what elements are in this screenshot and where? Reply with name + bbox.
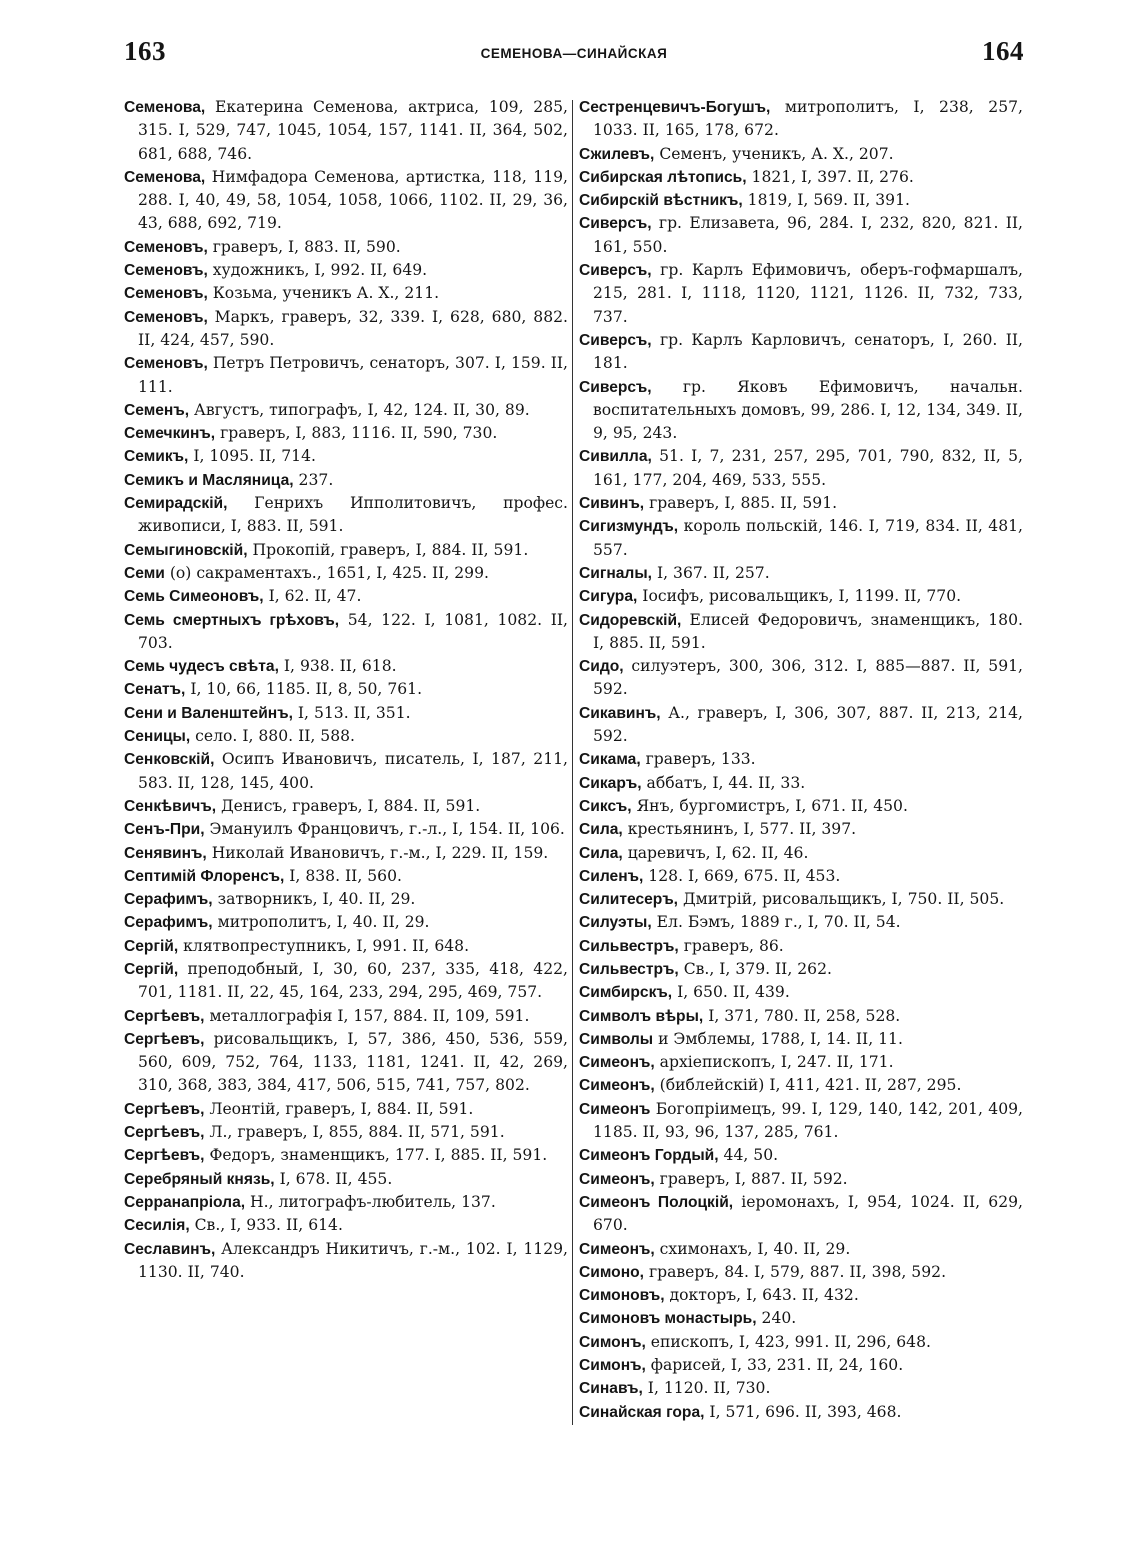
entry-references: 1821, I, 397. II, 276.	[746, 167, 914, 186]
entry-references: преподобный, I, 30, 60, 237, 335, 418, 422, 701, 1181. II, 22, 45, 164, 233, 294, 295, 469, 757.	[138, 959, 568, 1002]
entry-references: 1819, I, 569. II, 391.	[742, 191, 910, 210]
column-divider	[572, 100, 573, 1425]
index-entry	[579, 1168, 1023, 1191]
entry-references: Осипъ Ивановичъ, писатель, I, 187, 211, 583. II, 128, 145, 400.	[138, 750, 568, 792]
index-entry	[124, 1214, 568, 1237]
index-entry	[579, 1238, 1023, 1261]
entry-headword: Сивинъ,	[579, 495, 645, 513]
entry-headword: Сергій,	[124, 960, 179, 978]
entry-references: I, 678. II, 455.	[274, 1169, 393, 1188]
index-entry	[579, 1144, 1023, 1167]
index-entry	[124, 96, 568, 166]
entry-headword: Синайская гора,	[579, 1403, 705, 1421]
entry-references: гр. Карлъ Карловичъ, сенаторъ, I, 260. II, 181.	[593, 330, 1023, 373]
index-entry	[579, 888, 1023, 911]
entry-headword: Сиверсъ,	[579, 262, 652, 280]
index-entry	[124, 865, 568, 888]
entry-references: Эмануилъ Францовичъ, г.-л., I, 154. II, 106.	[204, 820, 565, 839]
index-entry	[579, 96, 1023, 143]
entry-references: затворникъ, I, 40. II, 29.	[212, 890, 416, 909]
index-entry	[579, 562, 1023, 585]
entry-references: Николай Ивановичъ, г.-м., I, 229. II, 159.	[206, 843, 549, 862]
entry-references: граверъ, I, 883. II, 590.	[207, 237, 401, 256]
entry-references: Іосифъ, рисовальщикъ, I, 1199. II, 770.	[637, 587, 962, 606]
index-entry	[579, 609, 1023, 656]
entry-references: Козьма, ученикъ А. Х., 211.	[207, 284, 440, 303]
entry-references: I, 650. II, 439.	[672, 983, 790, 1002]
index-entry	[579, 981, 1023, 1004]
entry-headword: Сеницы,	[124, 728, 191, 746]
entry-references: село. I, 880. II, 588.	[190, 727, 356, 746]
entry-references: Н., литографъ-любитель, 137.	[245, 1192, 496, 1211]
entry-references: (о) сакраментахъ., 1651, I, 425. II, 299.	[164, 563, 489, 582]
entry-references: Александръ Никитичъ, г.-м., 102. I, 1129, 1130. II, 740.	[138, 1239, 568, 1281]
entry-references: (библейскій) I, 411, 421. II, 287, 295.	[654, 1076, 962, 1095]
entry-headword: Симбирскъ,	[579, 984, 673, 1002]
entry-headword: Сергѣевъ,	[124, 1030, 205, 1048]
index-entry	[124, 562, 568, 585]
entry-headword: Симеонъ Гордый,	[579, 1147, 719, 1165]
entry-headword: Символы	[579, 1030, 654, 1048]
index-entry	[579, 1401, 1023, 1424]
entry-references: I, 571, 696. II, 393, 468.	[704, 1402, 902, 1421]
index-entry	[579, 1028, 1023, 1051]
entry-references: I, 1120. II, 730.	[642, 1379, 771, 1398]
index-entry	[579, 865, 1023, 888]
entry-references: Елисей Федоровичъ, знаменщикъ, 180. I, 885. II, 591.	[593, 610, 1023, 652]
index-entry	[124, 609, 568, 656]
entry-headword: Сидоревскій,	[579, 611, 682, 629]
entry-headword: Символъ вѣры,	[579, 1007, 704, 1025]
entry-references: царевичъ, I, 62. II, 46.	[622, 843, 809, 862]
entry-headword: Сергѣевъ,	[124, 1124, 205, 1142]
index-entry	[579, 1284, 1023, 1307]
entry-references: гр. Елизавета, 96, 284. I, 232, 820, 821. II, 161, 550.	[593, 214, 1023, 256]
entry-headword: Сибирская лѣтопись,	[579, 168, 747, 186]
index-entry	[579, 818, 1023, 841]
index-entry	[124, 1168, 568, 1191]
index-entry	[579, 1307, 1023, 1330]
entry-headword: Серафимъ,	[124, 891, 213, 909]
entry-headword: Семеновъ,	[124, 285, 208, 303]
entry-headword: Сергій,	[124, 937, 179, 955]
entry-headword: Семенова,	[124, 99, 206, 116]
entry-headword: Сигизмундъ,	[579, 518, 679, 536]
index-entry	[579, 655, 1023, 702]
right-column	[579, 96, 1023, 1424]
entry-headword: Семикъ,	[124, 448, 189, 466]
index-entry	[579, 492, 1023, 515]
entry-references: 240.	[756, 1309, 797, 1328]
entry-references: I, 371, 780. II, 258, 528.	[703, 1006, 901, 1025]
index-entry	[124, 1191, 568, 1214]
entry-references: крестьянинъ, I, 577. II, 397.	[622, 820, 857, 839]
index-entry	[579, 1191, 1023, 1238]
index-entry	[124, 842, 568, 865]
entry-references: художникъ, I, 992. II, 649.	[207, 261, 428, 280]
entry-references: граверъ, I, 885. II, 591.	[644, 494, 838, 513]
entry-headword: Семечкинъ,	[124, 425, 216, 443]
index-entry	[579, 166, 1023, 189]
entry-references: граверъ, 84. I, 579, 887. II, 398, 592.	[643, 1262, 947, 1281]
entry-references: граверъ, 133.	[640, 750, 756, 769]
entry-headword: Сергѣевъ,	[124, 1100, 205, 1118]
entry-headword: Сени и Валенштейнъ,	[124, 704, 293, 722]
index-entry	[579, 376, 1023, 446]
entry-references: Св., I, 379. II, 262.	[678, 959, 832, 978]
entry-references: Богопріимецъ, 99. I, 129, 140, 142, 201, 409, 1185. II, 93, 96, 137, 285, 761.	[593, 1099, 1023, 1142]
entry-headword: Семь Симеоновъ,	[124, 588, 264, 606]
index-entry	[579, 702, 1023, 749]
index-entry	[124, 445, 568, 468]
right-page-number: 164	[982, 36, 1024, 66]
entry-headword: Симеонъ Полоцкій,	[579, 1193, 734, 1211]
index-entry	[124, 911, 568, 934]
page-header	[124, 36, 1024, 76]
entry-headword: Сергѣевъ,	[124, 1007, 205, 1025]
entry-references: король польскій, 146. I, 719, 834. II, 481, 557.	[593, 517, 1023, 559]
entry-references: Генрихъ Ипполитовичъ, профес. живописи, I, 883. II, 591.	[138, 494, 568, 536]
entry-headword: Семеновъ,	[124, 238, 208, 256]
index-entry	[579, 958, 1023, 981]
entry-headword: Симоновъ монастырь,	[579, 1310, 757, 1328]
entry-references: гр. Карлъ Ефимовичъ, оберъ-гофмаршалъ, 215, 281. I, 1118, 1120, 1121, 1126. II, 732, 733, 737.	[593, 261, 1023, 326]
index-entry	[579, 585, 1023, 608]
entry-references: граверъ, I, 887. II, 592.	[654, 1169, 848, 1188]
entry-headword: Семирадскій,	[124, 495, 228, 513]
index-entry	[124, 1098, 568, 1121]
entry-references: граверъ, 86.	[678, 936, 784, 955]
index-entry	[124, 1144, 568, 1167]
entry-references: 128. I, 669, 675. II, 453.	[643, 866, 841, 885]
entry-headword: Серебряный князь,	[124, 1170, 275, 1188]
entry-headword: Серафимъ,	[124, 914, 213, 932]
entry-references: 237.	[293, 470, 334, 489]
index-entry	[124, 795, 568, 818]
index-entry	[124, 958, 568, 1005]
entry-references: Св., I, 933. II, 614.	[189, 1216, 343, 1235]
entry-headword: Сикавинъ,	[579, 704, 661, 722]
entry-references: граверъ, I, 883, 1116. II, 590, 730.	[215, 424, 498, 443]
entry-references: и Эмблемы, 1788, I, 14. II, 11.	[653, 1029, 903, 1048]
index-entry	[124, 539, 568, 562]
entry-headword: Семь смертныхъ грѣховъ,	[124, 611, 340, 629]
entry-references: фарисей, I, 33, 231. II, 24, 160.	[645, 1356, 904, 1375]
entry-headword: Сила,	[579, 821, 623, 839]
entry-headword: Семеновъ,	[124, 262, 208, 280]
entry-headword: Сикама,	[579, 751, 641, 769]
index-entry	[124, 166, 568, 236]
index-entry	[124, 1028, 568, 1098]
entry-headword: Семикъ и Масляница,	[124, 471, 294, 489]
index-entry	[124, 422, 568, 445]
entry-headword: Сенатъ,	[124, 681, 186, 699]
entry-headword: Сеславинъ,	[124, 1240, 216, 1258]
index-entry	[579, 935, 1023, 958]
index-entry	[579, 1005, 1023, 1028]
entry-references: Л., граверъ, I, 855, 884. II, 571, 591.	[204, 1123, 505, 1142]
index-entry	[579, 1354, 1023, 1377]
index-entry	[124, 748, 568, 795]
index-entry	[579, 212, 1023, 259]
entry-headword: Семенова,	[124, 168, 206, 186]
index-entry	[124, 678, 568, 701]
entry-references: Августъ, типографъ, I, 42, 124. II, 30, 89.	[189, 400, 530, 419]
entry-references: Екатерина Семенова, актриса, 109, 285, 315. I, 529, 747, 1045, 1054, 157, 1141. II, 364, 502, 681, 688, 746.	[138, 98, 568, 163]
entry-references: архіепископъ, I, 247. II, 171.	[654, 1053, 894, 1072]
entry-headword: Симонъ,	[579, 1357, 646, 1375]
entry-headword: Семь чудесъ свѣта,	[124, 658, 279, 676]
entry-headword: Сиверсъ,	[579, 331, 652, 349]
entry-headword: Симеонъ,	[579, 1054, 655, 1072]
index-entry	[579, 143, 1023, 166]
index-entry	[579, 748, 1023, 771]
left-column	[124, 96, 568, 1284]
index-entry	[124, 702, 568, 725]
entry-references: Денисъ, граверъ, I, 884. II, 591.	[216, 796, 481, 815]
entry-references: Янъ, бургомистръ, I, 671. II, 450.	[631, 796, 908, 815]
index-entry	[124, 1005, 568, 1028]
entry-headword: Сигура,	[579, 588, 638, 606]
entry-headword: Силуэты,	[579, 914, 652, 932]
entry-headword: Симоно,	[579, 1263, 644, 1281]
entry-references: I, 513. II, 351.	[292, 703, 411, 722]
entry-references: Леонтій, граверъ, I, 884. II, 591.	[204, 1099, 474, 1118]
index-entry	[579, 445, 1023, 492]
entry-references: аббатъ, I, 44. II, 33.	[641, 773, 806, 792]
index-entry	[124, 399, 568, 422]
index-entry	[579, 772, 1023, 795]
index-entry	[124, 655, 568, 678]
entry-headword: Сестренцевичъ-Богушъ,	[579, 99, 771, 116]
index-entry	[579, 1051, 1023, 1074]
entry-headword: Сила,	[579, 844, 623, 862]
entry-headword: Симоновъ,	[579, 1287, 665, 1305]
entry-references: Нимфадора Семенова, артистка, 118, 119, 288. I, 40, 49, 58, 1054, 1058, 1066, 1102. II, 29, 36, 43, 688, 692, 719.	[138, 167, 568, 233]
index-entry	[579, 1377, 1023, 1400]
entry-references: 54, 122. I, 1081, 1082. II, 703.	[138, 610, 568, 652]
index-entry	[579, 1098, 1023, 1145]
entry-references: I, 62. II, 47.	[263, 587, 362, 606]
entry-headword: Сжилевъ,	[579, 145, 655, 163]
entry-references: митрополитъ, I, 40. II, 29.	[212, 913, 430, 932]
entry-headword: Сиверсъ,	[579, 378, 652, 396]
running-title: СЕМЕНОВА—СИНАЙСКАЯ	[480, 46, 668, 61]
entry-references: 51. I, 7, 231, 257, 295, 701, 790, 832, II, 5, 161, 177, 204, 469, 533, 555.	[593, 447, 1023, 489]
index-entry	[579, 259, 1023, 329]
index-entry	[124, 259, 568, 282]
index-entry	[124, 469, 568, 492]
entry-references: I, 938. II, 618.	[278, 657, 397, 676]
entry-references: I, 367. II, 257.	[652, 563, 770, 582]
entry-headword: Сикаръ,	[579, 774, 642, 792]
index-entry	[124, 1121, 568, 1144]
index-entry	[124, 306, 568, 353]
entry-references: I, 1095. II, 714.	[188, 447, 316, 466]
index-entry	[124, 888, 568, 911]
entry-headword: Септимій Флоренсъ,	[124, 867, 285, 885]
entry-references: епископъ, I, 423, 991. II, 296, 648.	[645, 1332, 931, 1351]
entry-references: Прокопій, граверъ, I, 884. II, 591.	[247, 540, 529, 559]
index-entry	[579, 1074, 1023, 1097]
entry-headword: Симеонъ,	[579, 1077, 655, 1095]
entry-references: Петръ Петровичъ, сенаторъ, 307. I, 159. II, 111.	[138, 354, 568, 396]
entry-references: Федоръ, знаменщикъ, 177. I, 885. II, 591.	[204, 1146, 548, 1165]
entry-references: гр. Яковъ Ефимовичъ, начальн. воспитательныхъ домовъ, 99, 286. I, 12, 134, 349. II, 9, 95, 243.	[593, 377, 1023, 443]
index-entry	[124, 725, 568, 748]
entry-references: А., граверъ, I, 306, 307, 887. II, 213, 214, 592.	[593, 703, 1023, 746]
index-entry	[124, 492, 568, 539]
index-entry	[579, 795, 1023, 818]
index-entry	[124, 585, 568, 608]
entry-headword: Сенковскій,	[124, 751, 215, 769]
index-entry	[579, 842, 1023, 865]
index-entry	[124, 236, 568, 259]
index-entry	[124, 935, 568, 958]
entry-headword: Сергѣевъ,	[124, 1147, 205, 1165]
entry-headword: Синавъ,	[579, 1380, 643, 1398]
entry-headword: Семи	[124, 564, 165, 582]
entry-references: металлографія I, 157, 884. II, 109, 591.	[204, 1006, 530, 1025]
entry-headword: Сидо,	[579, 658, 624, 676]
entry-headword: Семеновъ,	[124, 355, 208, 373]
entry-headword: Силитесеръ,	[579, 891, 679, 909]
entry-headword: Симеонъ,	[579, 1240, 655, 1258]
entry-references: Маркъ, граверъ, 32, 339. I, 628, 680, 882. II, 424, 457, 590.	[138, 307, 568, 349]
entry-references: митрополитъ, I, 238, 257, 1033. II, 165, 178, 672.	[593, 98, 1023, 140]
index-entry	[124, 1238, 568, 1285]
entry-headword: Сенкѣвичъ,	[124, 797, 217, 815]
entry-references: 44, 50.	[718, 1146, 779, 1165]
index-entry	[579, 911, 1023, 934]
index-entry	[124, 352, 568, 399]
entry-headword: Сильвестръ,	[579, 960, 679, 978]
entry-references: Дмитрій, рисовальщикъ, I, 750. II, 505.	[678, 890, 1005, 909]
entry-headword: Сенявинъ,	[124, 844, 207, 862]
entry-headword: Симеонъ,	[579, 1170, 655, 1188]
entry-references: I, 10, 66, 1185. II, 8, 50, 761.	[185, 680, 423, 699]
entry-references: схимонахъ, I, 40. II, 29.	[654, 1239, 851, 1258]
index-entry	[579, 1261, 1023, 1284]
entry-headword: Сиксъ,	[579, 797, 632, 815]
index-entry	[579, 329, 1023, 376]
entry-references: клятвопреступникъ, I, 991. II, 648.	[178, 936, 470, 955]
entry-references: рисовальщикъ, I, 57, 386, 450, 536, 559, 560, 609, 752, 764, 1133, 1181, 1241. II, 42, 269, 310, 368, 383, 384, 417, 506, 515, 741, 757, 802.	[138, 1029, 568, 1095]
entry-headword: Сенъ-При,	[124, 821, 205, 839]
entry-headword: Сиверсъ,	[579, 215, 652, 233]
entry-references: іеромонахъ, I, 954, 1024. II, 629, 670.	[593, 1192, 1023, 1235]
index-entry	[124, 818, 568, 841]
entry-headword: Семыгиновскій,	[124, 541, 248, 559]
entry-references: Ел. Бэмъ, 1889 г., I, 70. II, 54.	[651, 913, 901, 932]
index-entry	[579, 1331, 1023, 1354]
left-page-number: 163	[124, 36, 166, 66]
entry-headword: Сильвестръ,	[579, 937, 679, 955]
index-entry	[579, 515, 1023, 562]
entry-references: Семенъ, ученикъ, А. Х., 207.	[654, 144, 894, 163]
entry-headword: Симонъ,	[579, 1333, 646, 1351]
entry-headword: Сивилла,	[579, 448, 652, 466]
entry-references: докторъ, I, 643. II, 432.	[664, 1286, 859, 1305]
entry-headword: Серранапріола,	[124, 1193, 246, 1211]
entry-headword: Сигналы,	[579, 564, 652, 582]
entry-headword: Симеонъ	[579, 1100, 651, 1118]
entry-headword: Сесилія,	[124, 1217, 190, 1235]
entry-headword: Семеновъ,	[124, 308, 208, 326]
entry-references: силуэтеръ, 300, 306, 312. I, 885—887. II, 591, 592.	[593, 657, 1023, 699]
entry-references: I, 838. II, 560.	[284, 866, 402, 885]
index-entry	[124, 282, 568, 305]
entry-headword: Сибирскій вѣстникъ,	[579, 192, 743, 210]
index-entry	[579, 189, 1023, 212]
entry-headword: Силенъ,	[579, 867, 644, 885]
entry-headword: Семенъ,	[124, 401, 190, 419]
